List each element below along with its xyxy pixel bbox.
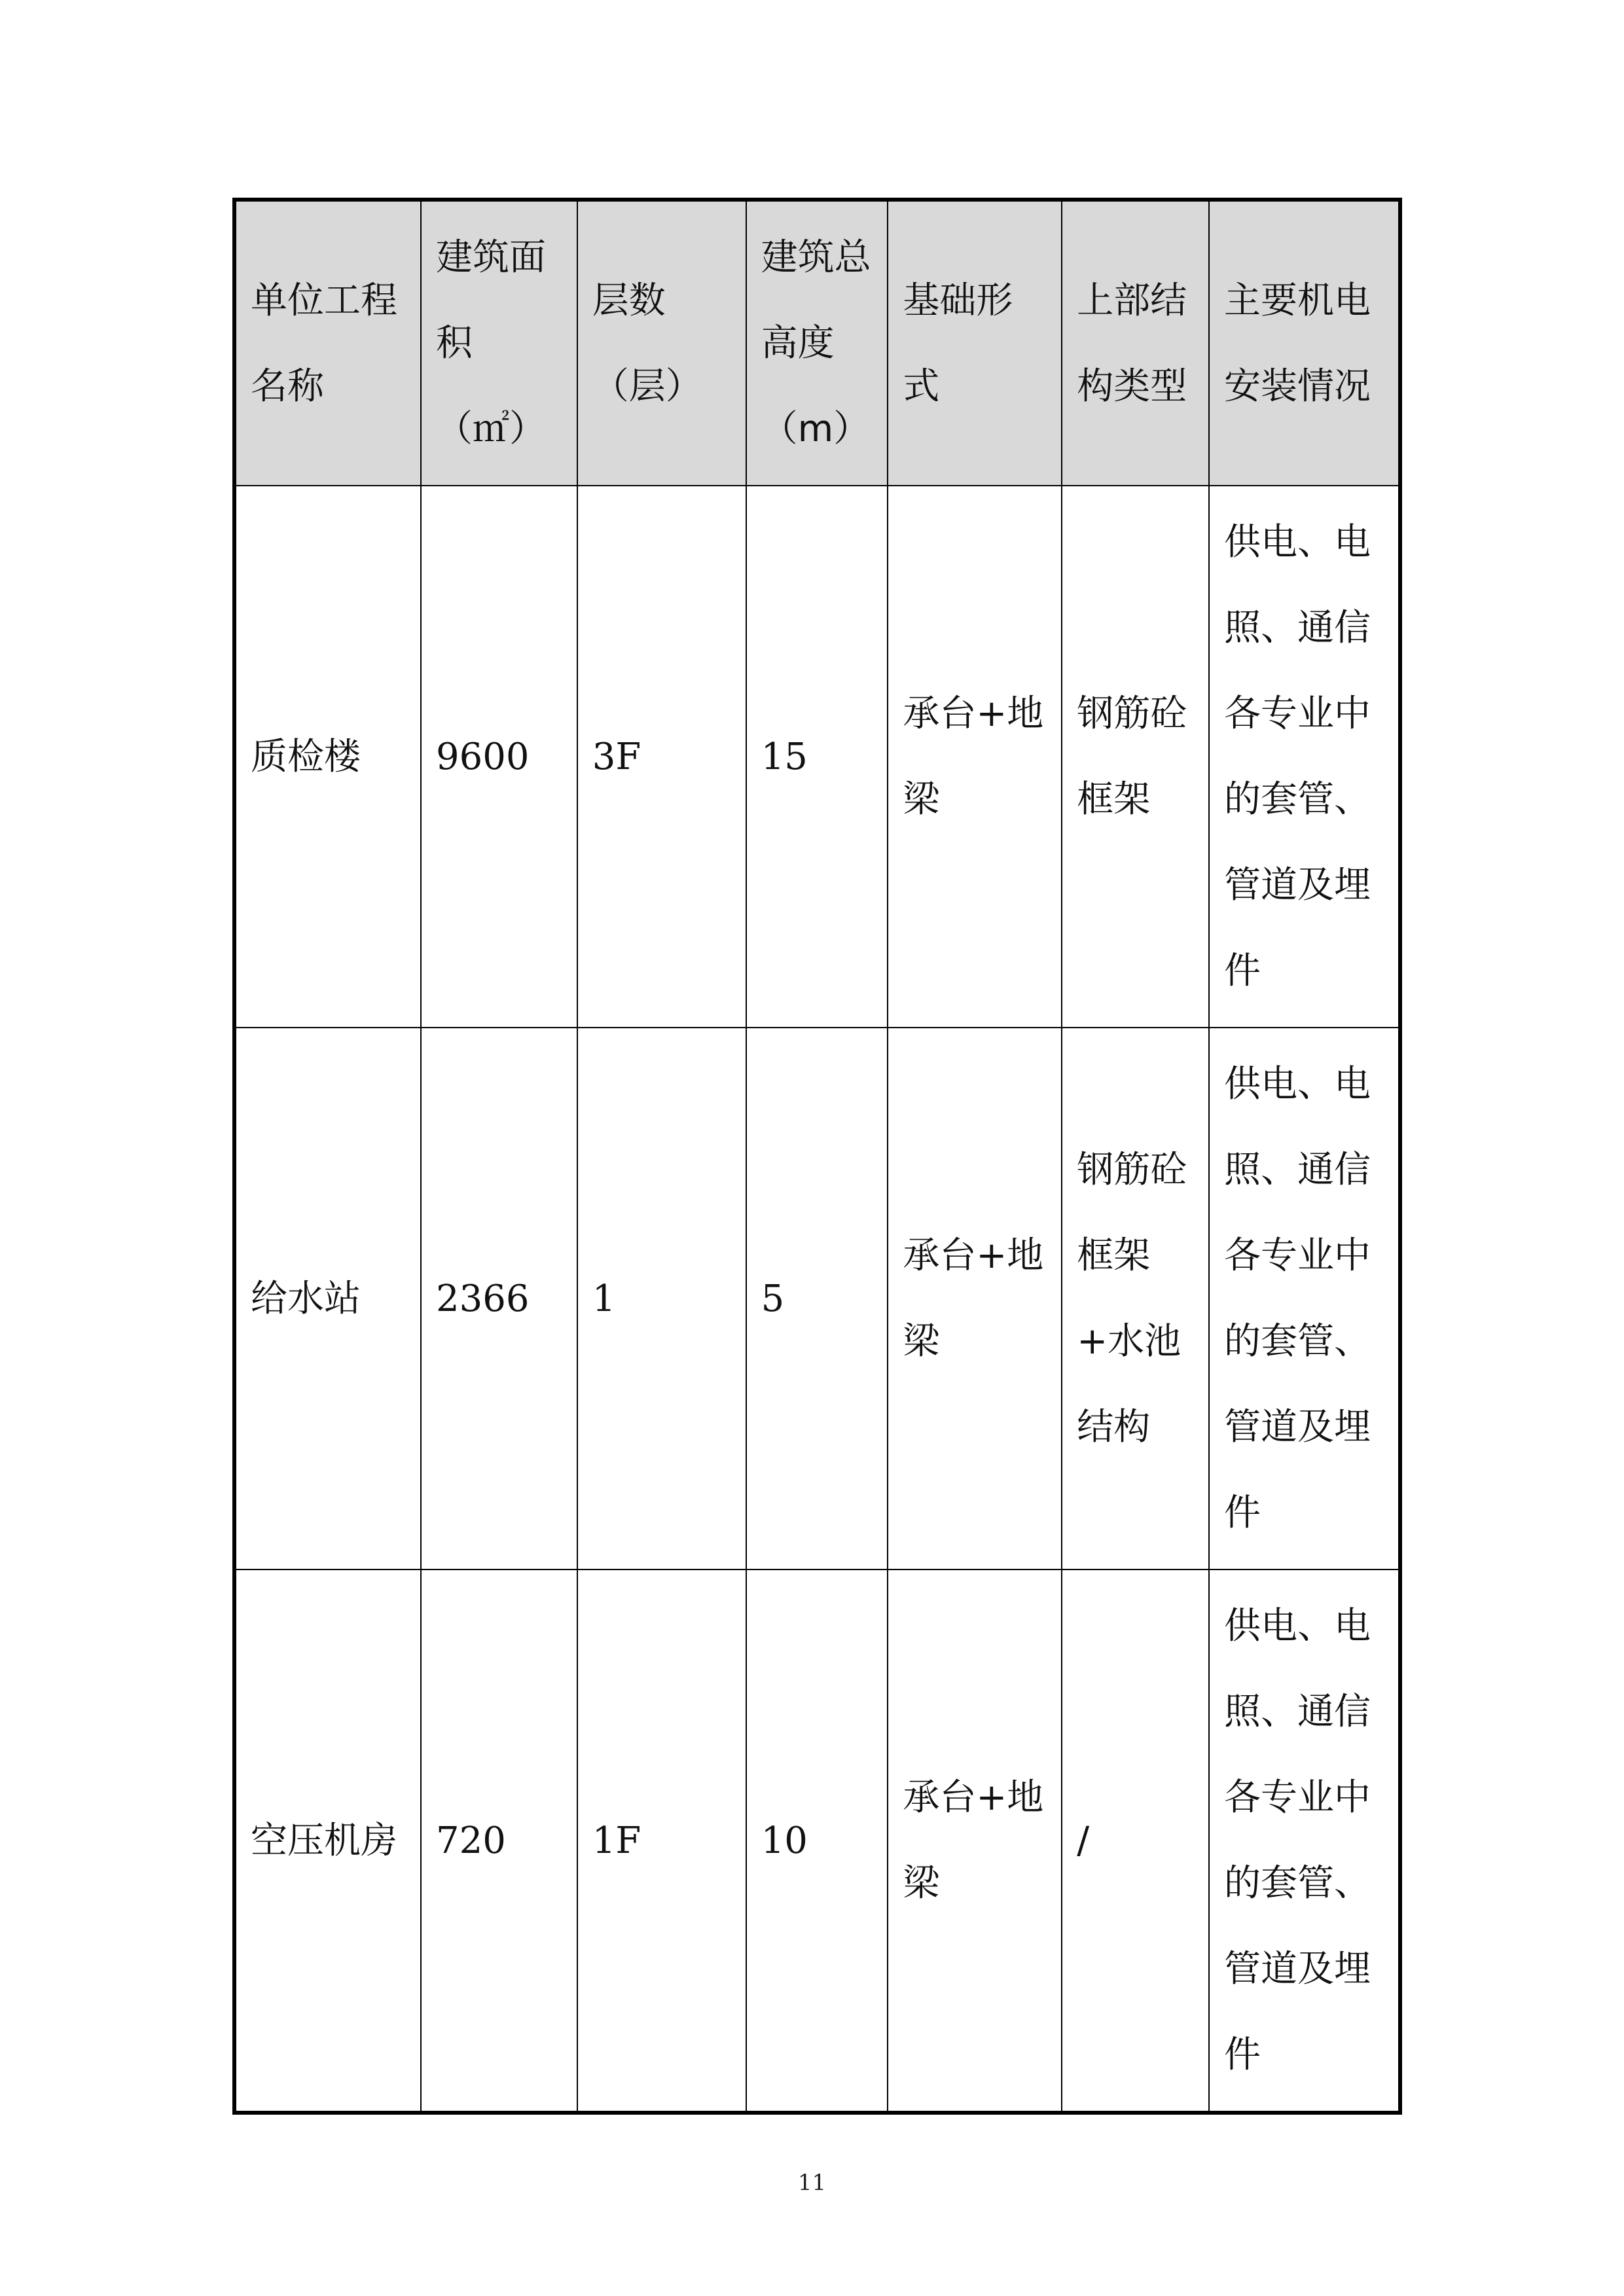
cell-superstructure-type: / xyxy=(1062,1570,1209,2113)
table-header-row xyxy=(234,200,1400,486)
cell-mep-installation: 供电、电照、通信各专业中的套管、管道及埋件 xyxy=(1209,1028,1400,1570)
header-foundation-type: 基础形式 xyxy=(888,200,1062,486)
cell-floors: 1F xyxy=(577,1570,746,2113)
cell-floors: 3F xyxy=(577,486,746,1028)
cell-foundation-type: 承台+地梁 xyxy=(888,1570,1062,2113)
table-row xyxy=(234,1570,1400,2113)
header-floors: 层数（层） xyxy=(577,200,746,486)
cell-superstructure-type: 钢筋砼框架 xyxy=(1062,486,1209,1028)
cell-superstructure-type: 钢筋砼框架+水池结构 xyxy=(1062,1028,1209,1570)
header-mep-installation: 主要机电安装情况 xyxy=(1209,200,1400,486)
cell-mep-installation: 供电、电照、通信各专业中的套管、管道及埋件 xyxy=(1209,1570,1400,2113)
header-superstructure-type: 上部结构类型 xyxy=(1062,200,1209,486)
table-row xyxy=(234,1028,1400,1570)
header-total-height: 建筑总高度（m） xyxy=(746,200,888,486)
cell-floor-area: 9600 xyxy=(421,486,577,1028)
cell-floor-area: 2366 xyxy=(421,1028,577,1570)
cell-floors: 1 xyxy=(577,1028,746,1570)
cell-total-height: 15 xyxy=(746,486,888,1028)
table-row xyxy=(234,486,1400,1028)
building-spec-table xyxy=(232,198,1402,2115)
cell-total-height: 10 xyxy=(746,1570,888,2113)
header-unit-name: 单位工程名称 xyxy=(234,200,421,486)
cell-foundation-type: 承台+地梁 xyxy=(888,486,1062,1028)
header-floor-area: 建筑面积（㎡） xyxy=(421,200,577,486)
cell-mep-installation: 供电、电照、通信各专业中的套管、管道及埋件 xyxy=(1209,486,1400,1028)
cell-unit-name: 空压机房 xyxy=(234,1570,421,2113)
cell-foundation-type: 承台+地梁 xyxy=(888,1028,1062,1570)
cell-unit-name: 质检楼 xyxy=(234,486,421,1028)
cell-unit-name: 给水站 xyxy=(234,1028,421,1570)
page-number: 11 xyxy=(797,2170,827,2196)
cell-total-height: 5 xyxy=(746,1028,888,1570)
cell-floor-area: 720 xyxy=(421,1570,577,2113)
